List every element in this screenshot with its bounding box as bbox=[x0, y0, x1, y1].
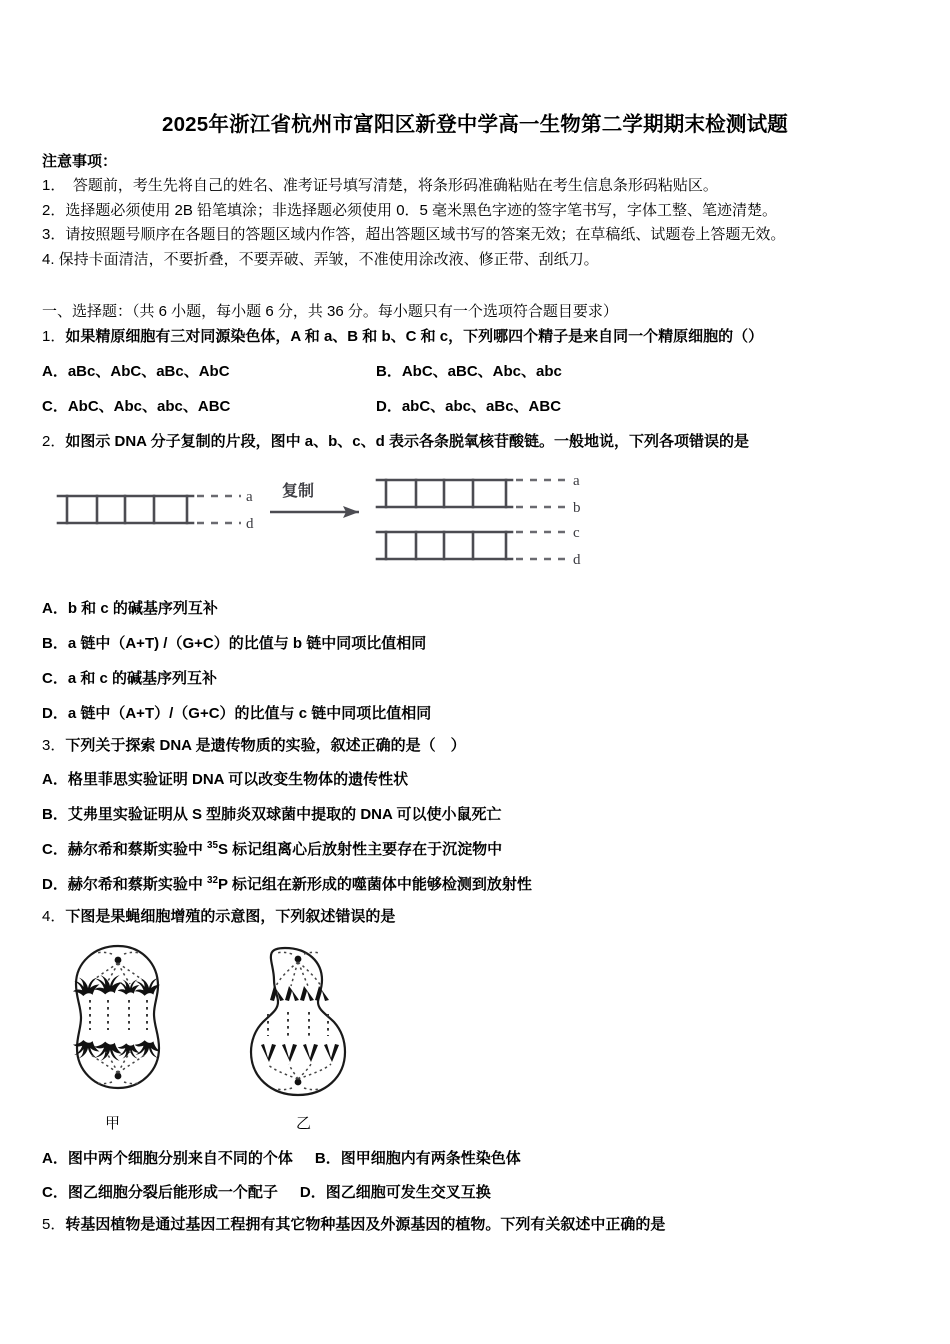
question-1-option-c bbox=[42, 395, 230, 416]
option-text-rest: S 标记组离心后放射性主要存在于沉淀物中 bbox=[218, 841, 503, 858]
option-label: D． bbox=[42, 876, 68, 893]
option-text: a 链中（A+T）/（G+C）的比值与 c 链中同项比值相同 bbox=[67, 705, 432, 722]
question-5-text: 转基因植物是通过基因工程拥有其它物种基因及外源基因的植物。下列有关叙述中正确的是 bbox=[65, 1216, 666, 1233]
page-title: 2025年浙江省杭州市富阳区新登中学高一生物第二学期期末检测试题 bbox=[161, 113, 788, 136]
question-2-option-d bbox=[42, 702, 431, 723]
question-5-stem bbox=[42, 1213, 665, 1234]
question-5-number: 5． bbox=[42, 1216, 66, 1233]
option-label: C． bbox=[42, 841, 68, 858]
option-text-prefix: 赫尔希和蔡斯实验中 bbox=[67, 841, 208, 858]
question-1-number: 1． bbox=[42, 328, 66, 345]
isotope-superscript: 35 bbox=[207, 840, 218, 851]
isotope-superscript: 32 bbox=[207, 875, 218, 886]
option-label: C． bbox=[42, 398, 68, 415]
cell-label-yi: 乙 bbox=[296, 1115, 312, 1132]
cell-yi-top-chromosomes bbox=[270, 986, 329, 1001]
question-1-option-a bbox=[42, 360, 230, 381]
option-label: C． bbox=[42, 1184, 68, 1201]
notice-block bbox=[42, 150, 922, 272]
option-text: 图中两个细胞分别来自不同的个体 bbox=[67, 1150, 293, 1167]
option-text: a 链中（A+T) /（G+C）的比值与 b 链中同项比值相同 bbox=[67, 635, 427, 652]
option-text: abC、abc、aBc、ABC bbox=[401, 398, 562, 415]
cell-jia-bottom-chromosomes bbox=[73, 1040, 160, 1061]
option-text: AbC、aBC、Abc、abc bbox=[401, 363, 562, 380]
question-3-text: 下列关于探索 DNA 是遗传物质的实验，叙述正确的是（ ） bbox=[65, 737, 466, 754]
option-text: AbC、Abc、abc、ABC bbox=[67, 398, 231, 415]
question-2-option-a bbox=[42, 597, 218, 618]
cell-jia-mid-fibers bbox=[90, 1000, 147, 1030]
option-label: B． bbox=[42, 806, 68, 823]
question-4-stem bbox=[42, 905, 395, 926]
label-d-left: d bbox=[246, 516, 254, 532]
cell-yi-top-centrosome bbox=[295, 956, 302, 963]
question-2-text: 如图示 DNA 分子复制的片段，图中 a、b、c、d 表示各条脱氧核苷酸链。一般地说，下列各项错误的是 bbox=[65, 433, 749, 450]
cell-jia-top-centrosome bbox=[115, 957, 122, 964]
question-4-number: 4． bbox=[42, 908, 66, 925]
question-3-stem bbox=[42, 734, 466, 755]
question-2-option-c bbox=[42, 667, 217, 688]
cell-jia-top-chromosomes bbox=[73, 975, 160, 996]
notice-item-2: 2．选择题必须使用 2B 铅笔填涂；非选择题必须使用 0．5 毫米黑色字迹的签字笔书写，字体工整、笔迹清楚。 bbox=[42, 201, 778, 219]
notice-item-1: 1． 答题前，考生先将自己的姓名、准考证号填写清楚，将条形码准确粘贴在考生信息条形码粘贴区。 bbox=[42, 177, 718, 194]
option-label: B． bbox=[376, 363, 402, 380]
option-text: 图甲细胞内有两条性染色体 bbox=[340, 1150, 521, 1167]
option-text-prefix: 赫尔希和蔡斯实验中 bbox=[67, 876, 208, 893]
cell-yi-bottom-spindle bbox=[267, 1064, 331, 1090]
question-3-option-d bbox=[42, 873, 532, 894]
notice-heading: 注意事项： bbox=[42, 153, 118, 170]
option-text: aBc、AbC、aBc、AbC bbox=[67, 363, 230, 380]
section-heading: 一、选择题：（共 6 小题，每小题 6 分，共 36 分。每小题只有一个选项符合题目要求） bbox=[42, 303, 618, 320]
option-label: B． bbox=[42, 635, 68, 652]
option-label: D． bbox=[42, 705, 68, 722]
option-text: 格里菲思实验证明 DNA 可以改变生物体的遗传性状 bbox=[67, 771, 409, 788]
cell-yi-mid-fibers bbox=[268, 1012, 328, 1036]
cell-yi-bottom-centrosome bbox=[295, 1079, 302, 1086]
question-1-text: 如果精原细胞有三对同源染色体，A 和 a、B 和 b、C 和 c，下列哪四个精子是来自同一个精原细胞的（） bbox=[65, 328, 764, 345]
dna-replication-svg bbox=[55, 470, 615, 575]
option-label: A． bbox=[42, 1150, 68, 1167]
label-a-left: a bbox=[246, 489, 253, 505]
fruitfly-cell-division-diagram bbox=[50, 938, 390, 1108]
cell-division-svg bbox=[50, 938, 390, 1108]
option-text: b 和 c 的碱基序列互补 bbox=[67, 600, 218, 617]
option-text: 图乙细胞可发生交叉互换 bbox=[325, 1184, 491, 1201]
question-2-option-b bbox=[42, 632, 426, 653]
option-label: D． bbox=[376, 398, 402, 415]
cell-label-jia: 甲 bbox=[105, 1115, 121, 1132]
question-3-option-b bbox=[42, 803, 501, 824]
question-4-text: 下图是果蝇细胞增殖的示意图，下列叙述错误的是 bbox=[65, 908, 396, 925]
notice-item-4: 4. 保持卡面清洁，不要折叠，不要弄破、弄皱，不准使用涂改液、修正带、刮纸刀。 bbox=[42, 250, 599, 268]
label-c-right: c bbox=[573, 525, 580, 541]
option-label: A． bbox=[42, 771, 68, 788]
cell-yi-bottom-chromosomes bbox=[261, 1044, 339, 1062]
arrow-label-replication: 复制 bbox=[282, 483, 315, 500]
cell-jia-bottom-centrosome bbox=[115, 1073, 122, 1080]
option-label: A． bbox=[42, 363, 68, 380]
notice-item-3: 3．请按照题号顺序在各题目的答题区域内作答，超出答题区域书写的答案无效；在草稿纸、试题卷上答题无效。 bbox=[42, 226, 786, 243]
question-1-option-d bbox=[376, 395, 561, 416]
option-text-rest: P 标记组在新形成的噬菌体中能够检测到放射性 bbox=[218, 876, 532, 893]
option-label: B． bbox=[314, 1150, 341, 1167]
question-3-option-a bbox=[42, 768, 408, 789]
label-d-right: d bbox=[573, 552, 581, 568]
question-3-number: 3． bbox=[42, 737, 66, 754]
cell-yi-membrane bbox=[251, 948, 345, 1095]
option-label: C． bbox=[42, 670, 68, 687]
option-label: A． bbox=[42, 600, 68, 617]
question-2-stem bbox=[42, 430, 749, 451]
option-text: 图乙细胞分裂后能形成一个配子 bbox=[67, 1184, 278, 1201]
question-1-stem bbox=[42, 325, 763, 346]
option-text: 艾弗里实验证明从 S 型肺炎双球菌中提取的 DNA 可以使小鼠死亡 bbox=[67, 806, 502, 823]
question-1-option-b bbox=[376, 360, 562, 381]
replication-arrow bbox=[270, 506, 359, 518]
option-label: D． bbox=[299, 1184, 326, 1201]
question-4-options-row-1 bbox=[42, 1147, 521, 1168]
dna-replication-diagram bbox=[55, 470, 615, 575]
label-a-right: a bbox=[573, 473, 580, 489]
option-text: a 和 c 的碱基序列互补 bbox=[67, 670, 218, 687]
question-3-option-c bbox=[42, 838, 502, 859]
question-4-options-row-2 bbox=[42, 1181, 491, 1202]
label-b-right: b bbox=[573, 500, 581, 516]
cell-jia-membrane bbox=[76, 946, 159, 1088]
question-2-number: 2． bbox=[42, 433, 66, 450]
